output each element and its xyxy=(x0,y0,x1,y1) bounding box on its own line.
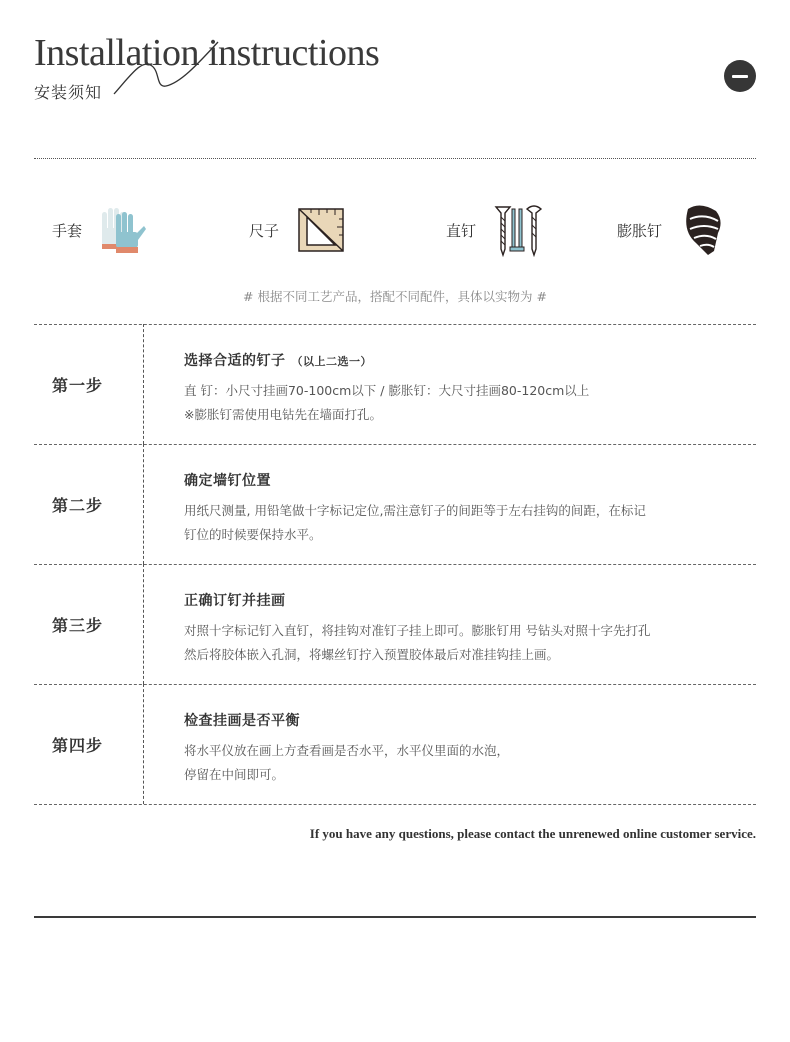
squiggle-decoration xyxy=(100,36,230,106)
step-label: 第三步 xyxy=(52,615,104,635)
step-content xyxy=(184,710,744,787)
tool-gloves xyxy=(52,200,148,260)
divider xyxy=(34,804,756,805)
step-text: 将水平仪放在画上方查看画是否水平，水平仪里面的水泡， xyxy=(184,743,510,758)
step-text: ※膨胀钉需使用电钻先在墙面打孔。 xyxy=(184,407,382,422)
tool-nails xyxy=(446,200,544,260)
collapse-button[interactable] xyxy=(724,60,756,92)
tool-label: 尺子 xyxy=(249,221,280,240)
page-subtitle: 安装须知 xyxy=(34,83,103,102)
expansion-screw-icon xyxy=(680,203,726,257)
step-content xyxy=(184,350,744,427)
ruler-icon xyxy=(297,205,345,255)
step-title: 确定墙钉位置 xyxy=(184,473,271,489)
divider xyxy=(34,158,756,159)
contact-note: If you have any questions, please contact the unrenewed online customer service. xyxy=(309,826,756,841)
vertical-divider xyxy=(143,684,144,804)
nails-icon xyxy=(494,203,544,257)
tool-expansion-screw xyxy=(617,200,726,260)
step-label: 第四步 xyxy=(52,735,104,755)
step-row xyxy=(34,444,756,564)
step-label: 第二步 xyxy=(52,495,104,515)
tool-ruler xyxy=(249,200,345,260)
tool-label: 直钉 xyxy=(446,221,477,240)
step-row xyxy=(34,324,756,444)
gloves-icon xyxy=(100,204,148,256)
step-title: 正确订钉并挂画 xyxy=(184,593,286,609)
accessories-note: # 根据不同工艺产品，搭配不同配件，具体以实物为 # xyxy=(243,289,547,304)
step-content xyxy=(184,590,744,667)
minus-icon xyxy=(732,75,748,78)
step-title xyxy=(184,350,744,370)
step-title: 检查挂画是否平衡 xyxy=(184,713,300,729)
step-text: 用纸尺测量, 用铅笔做十字标记定位,需注意钉子的间距等于左右挂钩的间距，在标记 xyxy=(184,503,646,518)
step-text: 然后将胶体嵌入孔洞，将螺丝钉拧入预置胶体最后对准挂钩挂上画。 xyxy=(184,647,560,662)
step-text: 钉位的时候要保持水平。 xyxy=(184,527,322,542)
step-title-text: 选择合适的钉子 xyxy=(184,353,286,369)
page-title: Installation instructions xyxy=(34,32,380,74)
tool-label: 膨胀钉 xyxy=(617,221,663,240)
vertical-divider xyxy=(143,444,144,564)
step-text: 直 钉：小尺寸挂画70-100cm以下 / 膨胀钉：大尺寸挂画80-120cm以上 xyxy=(184,383,590,398)
vertical-divider xyxy=(143,564,144,684)
step-label: 第一步 xyxy=(52,375,104,395)
step-row xyxy=(34,564,756,684)
tool-label: 手套 xyxy=(52,221,83,240)
vertical-divider xyxy=(143,324,144,444)
bottom-rule xyxy=(34,916,756,918)
step-row xyxy=(34,684,756,804)
step-text: 停留在中间即可。 xyxy=(184,767,285,782)
step-text: 对照十字标记钉入直钉，将挂钩对准钉子挂上即可。膨胀钉用 号钻头对照十字先打孔 xyxy=(184,623,651,638)
step-title-note: （以上二选一） xyxy=(291,355,372,368)
step-content xyxy=(184,470,744,547)
